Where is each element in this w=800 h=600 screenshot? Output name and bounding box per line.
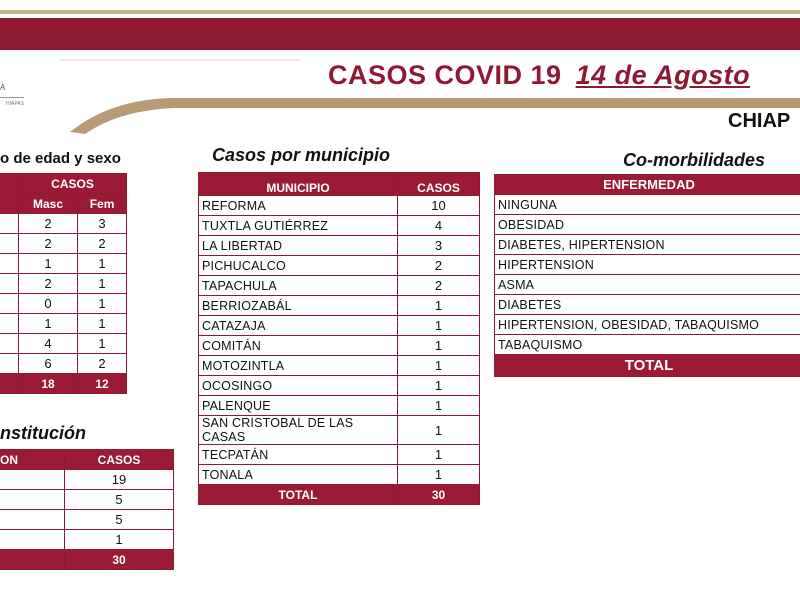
municipio-name: LA LIBERTAD [199,236,398,256]
institution-value: 5 [65,490,174,510]
table-row [0,294,127,314]
municipio-name: TAPACHULA [199,276,398,296]
logo-mark-icon: A [0,83,6,92]
table-row [199,216,480,236]
header-banner [0,0,800,140]
table-row [0,334,127,354]
fem-value: 1 [78,294,127,314]
table-row [0,354,127,374]
municipio-cases: 10 [398,196,480,216]
municipio-total-label: TOTAL [199,485,398,505]
municipio-cases: 1 [398,416,480,445]
masc-value: 2 [19,214,78,234]
table-row [495,275,800,295]
municipio-name: BERRIOZABÁL [199,296,398,316]
total-row [199,485,480,505]
table-row [199,376,480,396]
fem-value: 3 [78,214,127,234]
masc-value: 1 [19,254,78,274]
total-masc: 18 [19,374,78,394]
fem-header: Fem [78,194,127,214]
age-sex-title: o de edad y sexo [0,150,121,167]
municipio-title: Casos por municipio [212,145,391,165]
table-row [199,396,480,416]
comorbidity-name: HIPERTENSION [495,255,800,275]
masc-value: 6 [19,354,78,374]
fem-value: 1 [78,274,127,294]
total-row [0,550,174,570]
title-date: 14 de Agosto [575,60,751,90]
table-row [495,315,800,335]
masc-value: 4 [19,334,78,354]
municipio-name: REFORMA [199,196,398,216]
comorbidities-title: Co-morbilidades [623,150,766,170]
masc-value: 2 [19,234,78,254]
institution-title: nstitución [0,423,86,443]
institution-total: 30 [65,550,174,570]
institution-value: 19 [65,470,174,490]
institution-table [0,449,174,570]
municipio-name: SAN CRISTOBAL DE LAS CASAS [199,416,398,445]
municipio-name: TECPATÁN [199,445,398,465]
municipio-cases-header: CASOS [398,173,480,196]
comorbidity-name: TABAQUISMO [495,335,800,355]
table-row [0,254,127,274]
table-row [199,465,480,485]
municipio-name: CATAZAJA [199,316,398,336]
table-row [495,195,800,215]
total-row [0,374,127,394]
table-row [199,296,480,316]
municipio-col-header: MUNICIPIO [199,173,398,196]
masc-header: Masc [19,194,78,214]
municipio-cases: 1 [398,465,480,485]
municipio-cases: 1 [398,316,480,336]
fem-value: 2 [78,354,127,374]
age-sex-table [0,173,127,394]
masc-value: 2 [19,274,78,294]
age-col-header [0,174,19,214]
logo-subtext-icon: HIAPAS [6,101,24,107]
comorbidities-table [494,174,800,377]
institution-value: 5 [65,510,174,530]
municipio-name: PICHUCALCO [199,256,398,276]
municipio-name: MOTOZINTLA [199,356,398,376]
table-row [0,314,127,334]
table-row [199,416,480,445]
table-row [199,316,480,336]
title-text: CASOS COVID 19 [328,60,562,90]
logo [0,75,30,123]
masc-value: 0 [19,294,78,314]
fem-value: 1 [78,334,127,354]
municipio-cases: 1 [398,336,480,356]
table-row [495,235,800,255]
municipio-cases: 1 [398,356,480,376]
comorbidity-name: DIABETES [495,295,800,315]
masc-value: 1 [19,314,78,334]
fem-value: 1 [78,254,127,274]
municipio-table [198,172,480,505]
total-fem: 12 [78,374,127,394]
table-row [0,234,127,254]
municipio-total: 30 [398,485,480,505]
fem-value: 1 [78,314,127,334]
municipio-cases: 4 [398,216,480,236]
table-row [495,215,800,235]
table-row [199,276,480,296]
table-row [199,256,480,276]
institution-col-header: ON [0,450,65,470]
table-row [495,335,800,355]
table-row [199,236,480,256]
municipio-cases: 1 [398,396,480,416]
comorbidities-total-label: TOTAL [495,355,800,377]
comorbidity-name: NINGUNA [495,195,800,215]
table-row [0,530,174,550]
municipio-cases: 1 [398,445,480,465]
table-row [0,470,174,490]
total-row [495,355,800,377]
comorbidity-name: HIPERTENSION, OBESIDAD, TABAQUISMO [495,315,800,335]
table-row [0,214,127,234]
enfermedad-header: ENFERMEDAD [495,175,800,195]
municipio-cases: 1 [398,296,480,316]
cases-header: CASOS [19,174,127,194]
municipio-cases: 2 [398,256,480,276]
state-label: CHIAP [728,110,791,132]
municipio-cases: 3 [398,236,480,256]
municipio-cases: 1 [398,376,480,396]
page-title [328,60,750,91]
table-row [495,295,800,315]
table-row [0,490,174,510]
comorbidity-name: OBESIDAD [495,215,800,235]
municipio-name: OCOSINGO [199,376,398,396]
municipio-cases: 2 [398,276,480,296]
institution-value: 1 [65,530,174,550]
logo-divider [0,97,24,98]
municipio-name: TUXTLA GUTIÉRREZ [199,216,398,236]
municipio-name: TONALA [199,465,398,485]
comorbidity-name: ASMA [495,275,800,295]
table-row [199,336,480,356]
table-row [199,356,480,376]
municipio-name: COMITÁN [199,336,398,356]
fem-value: 2 [78,234,127,254]
table-row [0,510,174,530]
comorbidity-name: DIABETES, HIPERTENSION [495,235,800,255]
table-row [199,196,480,216]
municipio-name: PALENQUE [199,396,398,416]
table-row [199,445,480,465]
table-row [495,255,800,275]
table-row [0,274,127,294]
institution-cases-header: CASOS [65,450,174,470]
